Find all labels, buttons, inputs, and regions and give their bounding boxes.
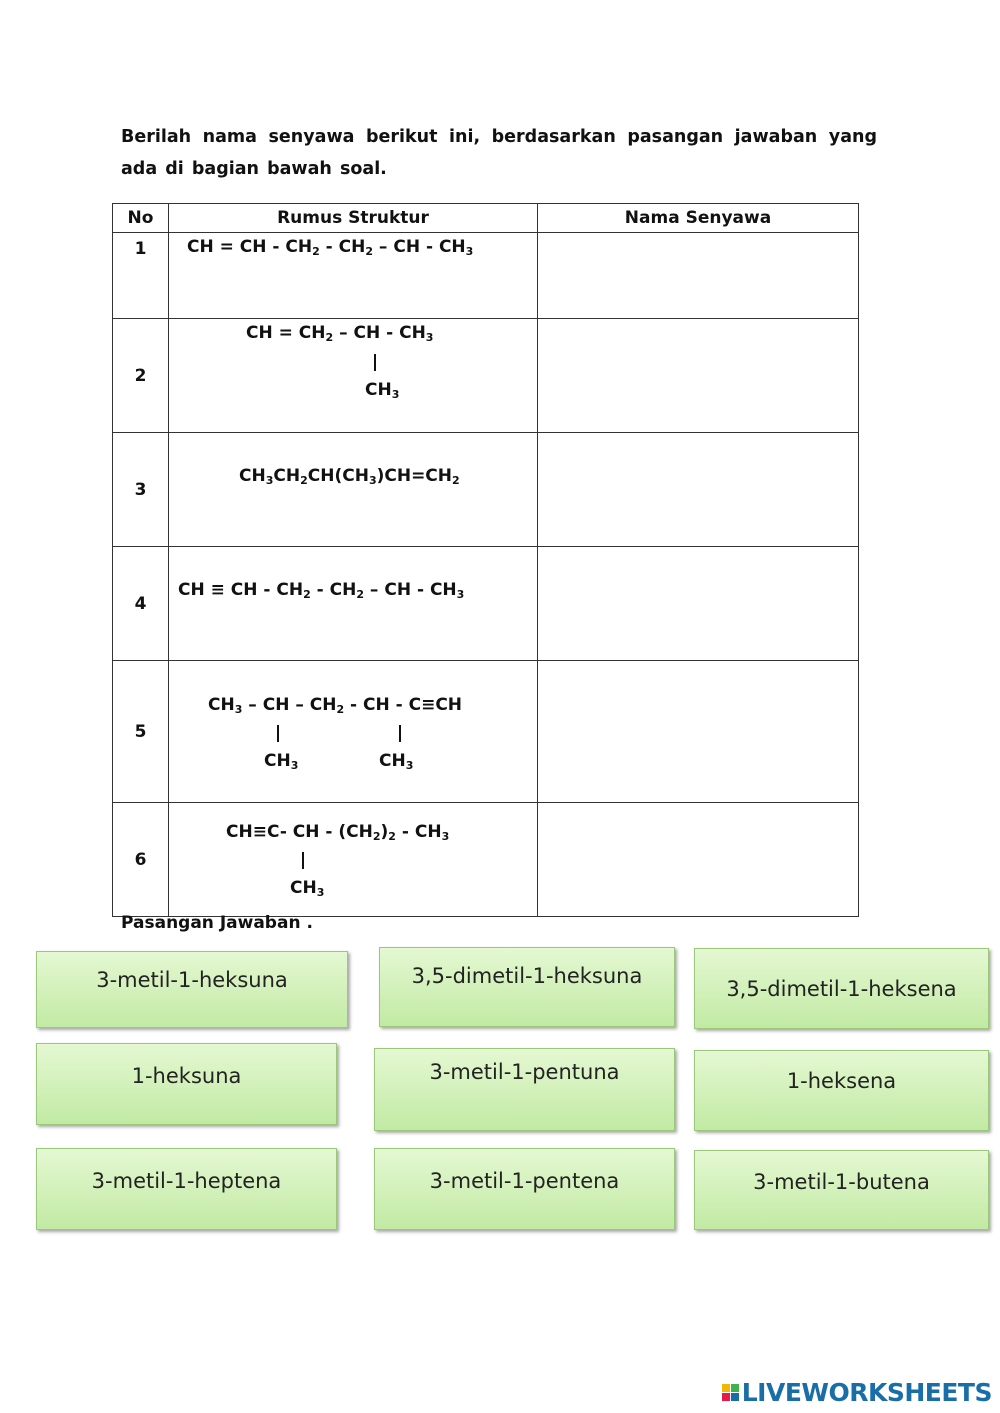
- answer-drop-zone[interactable]: [538, 233, 859, 319]
- header-no: No: [113, 204, 169, 233]
- instructions: Berilah nama senyawa berikut ini, berdasarkan pasangan jawaban yang ada di bagian bawah soal.: [121, 127, 877, 179]
- formula-5-branch-1: $CH_3$: [264, 751, 299, 772]
- table-row: [113, 547, 859, 661]
- formula-3: $CH_3CH_2CH(CH_3)CH=CH_2$: [239, 466, 460, 487]
- answer-chip[interactable]: 1-heksena: [694, 1050, 989, 1131]
- table-row: [113, 661, 859, 803]
- answer-chip[interactable]: 3,5-dimetil-1-heksuna: [379, 947, 675, 1027]
- formula-6-main: CH≡C- CH - $(CH_2)_2 - CH_3$: [226, 822, 450, 843]
- row-number: 4: [113, 547, 169, 661]
- formula-cell: [169, 547, 538, 661]
- formula-6-branch: $CH_3$: [290, 878, 325, 899]
- question-table: [112, 203, 859, 917]
- table-row: [113, 319, 859, 433]
- formula-2-branch: $CH_3$: [365, 380, 400, 401]
- bond-line: [374, 354, 376, 371]
- formula-cell: [169, 433, 538, 547]
- answer-chip[interactable]: 1-heksuna: [36, 1043, 337, 1125]
- answer-drop-zone[interactable]: [538, 803, 859, 917]
- logo-icon: [722, 1384, 739, 1401]
- answer-chip[interactable]: 3-metil-1-heptena: [36, 1148, 337, 1230]
- liveworksheets-logo: [722, 1378, 992, 1407]
- answer-drop-zone[interactable]: [538, 319, 859, 433]
- bond-line: [399, 725, 401, 742]
- row-number: 3: [113, 433, 169, 547]
- table-row: [113, 233, 859, 319]
- answer-chip[interactable]: 3-metil-1-butena: [694, 1150, 989, 1230]
- row-number: 5: [113, 661, 169, 803]
- answer-drop-zone[interactable]: [538, 433, 859, 547]
- table-row: [113, 433, 859, 547]
- formula-cell: [169, 233, 538, 319]
- table-header: [113, 204, 859, 233]
- formula-5-main: $CH_3$ – CH – $CH_2$ - CH - C≡CH: [208, 695, 463, 716]
- header-rumus: Rumus Struktur: [169, 204, 538, 233]
- answer-chip[interactable]: 3-metil-1-pentuna: [374, 1048, 675, 1131]
- formula-cell: [169, 319, 538, 433]
- logo-text: LIVEWORKSHEETS: [741, 1378, 992, 1407]
- row-number: 1: [113, 233, 169, 319]
- bond-line: [302, 852, 304, 869]
- row-number: 2: [113, 319, 169, 433]
- formula-4: CH ≡ CH - $CH_2 - CH_2$ – CH - $CH_3$: [178, 580, 465, 601]
- header-nama: Nama Senyawa: [538, 204, 859, 233]
- answer-drop-zone[interactable]: [538, 547, 859, 661]
- formula-cell: [169, 661, 538, 803]
- answer-chip[interactable]: 3-metil-1-pentena: [374, 1148, 675, 1230]
- answer-chip[interactable]: 3,5-dimetil-1-heksena: [694, 948, 989, 1029]
- formula-cell: [169, 803, 538, 917]
- formula-1: CH = CH - $CH_2 - CH_2$ – CH - $CH_3$: [187, 237, 474, 258]
- table-row: [113, 803, 859, 917]
- formula-5-branch-2: $CH_3$: [379, 751, 414, 772]
- formula-2-main: CH = $CH_2$ – CH - $CH_3$: [246, 323, 434, 344]
- row-number: 6: [113, 803, 169, 917]
- answer-chip[interactable]: 3-metil-1-heksuna: [36, 951, 348, 1028]
- answer-drop-zone[interactable]: [538, 661, 859, 803]
- pasangan-jawaban-label: Pasangan Jawaban .: [121, 913, 313, 933]
- bond-line: [277, 725, 279, 742]
